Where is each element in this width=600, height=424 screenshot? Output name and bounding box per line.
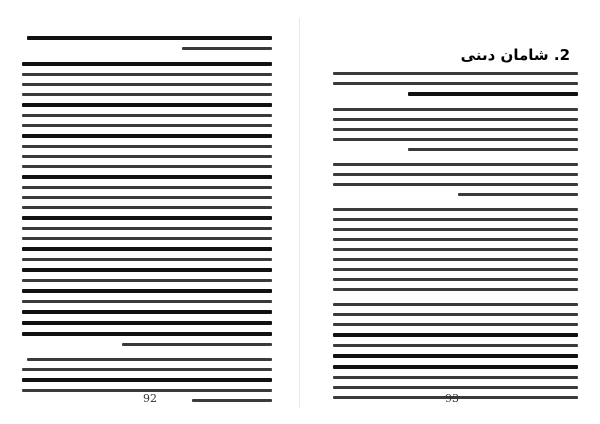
text-line <box>458 193 578 196</box>
text-line <box>333 386 578 389</box>
text-line <box>333 218 578 221</box>
text-line <box>333 333 578 337</box>
text-line <box>333 268 578 271</box>
text-line <box>333 288 578 291</box>
text-line <box>22 165 272 168</box>
text-line <box>333 344 578 347</box>
text-line <box>333 376 578 379</box>
text-line <box>192 399 272 402</box>
text-line <box>22 83 272 86</box>
text-line <box>333 118 578 121</box>
text-line <box>333 208 578 211</box>
text-line <box>22 155 272 158</box>
left-page-text-block <box>22 36 272 409</box>
text-line <box>22 62 272 66</box>
text-line <box>22 134 272 138</box>
text-line <box>333 183 578 186</box>
text-line <box>27 36 272 40</box>
text-line <box>22 378 272 382</box>
text-line <box>22 300 272 303</box>
text-line <box>22 258 272 261</box>
text-line <box>333 128 578 131</box>
text-line <box>333 354 578 358</box>
text-line <box>22 186 272 189</box>
text-line <box>333 173 578 176</box>
text-line <box>22 268 272 272</box>
text-line <box>333 248 578 251</box>
right-page-text-block <box>328 72 578 406</box>
text-line <box>333 228 578 231</box>
text-line <box>22 216 272 220</box>
text-line <box>22 196 272 199</box>
text-line <box>333 82 578 85</box>
text-line <box>22 124 272 127</box>
text-line <box>22 145 272 148</box>
text-line <box>22 227 272 230</box>
text-line <box>22 289 272 293</box>
text-line <box>182 47 272 50</box>
text-line <box>333 278 578 281</box>
text-line <box>22 206 272 209</box>
text-line <box>22 321 272 325</box>
text-line <box>22 73 272 76</box>
text-line <box>408 92 578 96</box>
text-line <box>408 148 578 151</box>
text-line <box>22 368 272 371</box>
text-line <box>22 247 272 251</box>
text-line <box>333 365 578 369</box>
text-line <box>122 343 272 346</box>
text-line <box>333 238 578 241</box>
text-line <box>333 303 578 306</box>
right-page <box>300 0 600 424</box>
text-line <box>22 279 272 282</box>
text-line <box>333 138 578 141</box>
text-line <box>333 108 578 111</box>
text-line <box>22 114 272 117</box>
text-line <box>333 258 578 261</box>
right-page-number: 93 <box>445 392 459 405</box>
text-line <box>22 93 272 96</box>
text-line <box>22 310 272 314</box>
text-line <box>22 175 272 179</box>
text-line <box>333 163 578 166</box>
section-title: 2. شامان دىنى <box>460 46 570 64</box>
text-line <box>27 358 272 361</box>
text-line <box>333 323 578 326</box>
text-line <box>333 72 578 75</box>
text-line <box>22 237 272 240</box>
text-line <box>22 332 272 336</box>
text-line <box>22 103 272 107</box>
left-page-number: 92 <box>143 392 157 405</box>
text-line <box>333 313 578 316</box>
